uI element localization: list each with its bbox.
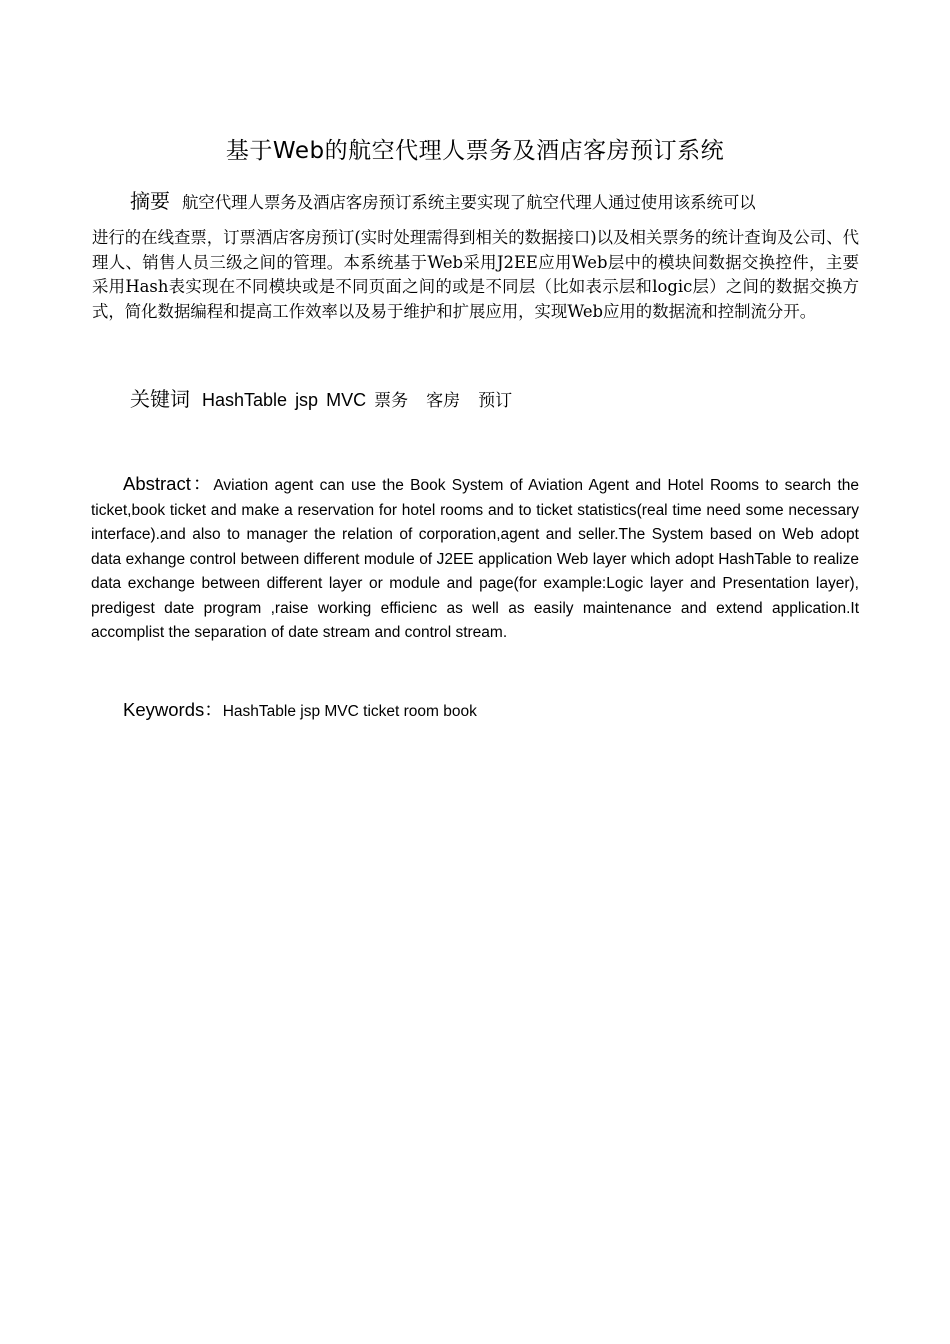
- keyword-ticketing: 票务: [374, 391, 409, 411]
- english-abstract-body: Aviation agent can use the Book System of Aviation Agent and Hotel Rooms to search the ticket,book ticket and make a reservation for hotel rooms and to ticket statistics(real time need some necessary interface).and also to manager the relation of corporation,agent and seller.The System based on Web adopt data exhange control between different module of J2EE application Web layer which adopt HashTable to realize data exchange between different layer or module and page(for example:Logic layer and Presentation layer), predigest date program ,raise working efficienc as well as easily maintenance and extend application.It accomplist the separation of date stream and control stream.: [91, 477, 859, 641]
- english-abstract-heading: Abstract：: [123, 473, 214, 494]
- english-keywords-heading: Keywords：: [123, 699, 223, 720]
- english-abstract: [91, 472, 859, 646]
- keyword-rooms: 客房: [426, 391, 461, 411]
- chinese-abstract-first-line: [92, 184, 859, 220]
- keyword-jsp: jsp: [295, 390, 319, 410]
- keyword-hashtable: HashTable: [202, 390, 288, 410]
- paper-title: 基于Web的航空代理人票务及酒店客房预订系统: [225, 138, 725, 164]
- english-keywords-text: HashTable jsp MVC ticket room book: [222, 703, 477, 720]
- chinese-keywords: [130, 383, 530, 417]
- chinese-keywords-heading: 关键词: [130, 387, 190, 411]
- keyword-mvc: MVC: [326, 390, 367, 410]
- chinese-abstract-lead: 航空代理人票务及酒店客房预订系统主要实现了航空代理人通过使用该系统可以: [182, 193, 756, 212]
- chinese-abstract-body: 进行的在线查票，订票酒店客房预订(实时处理需得到相关的数据接口)以及相关票务的统计查询及公司、代理人、销售人员三级之间的管理。本系统基于Web采用J2EE应用Web层中的模块间数据交换控件，主要采用Hash表实现在不同模块或是不同页面之间的或是不同层（比如表示层和logic层）之间的数据交换方式，简化数据编程和提高工作效率以及易于维护和扩展应用，实现Web应用的数据流和控制流分开。: [92, 228, 859, 321]
- english-keywords: [123, 696, 477, 726]
- chinese-abstract: [92, 184, 859, 324]
- keyword-booking: 预订: [478, 391, 513, 411]
- chinese-abstract-heading: 摘要: [130, 189, 170, 213]
